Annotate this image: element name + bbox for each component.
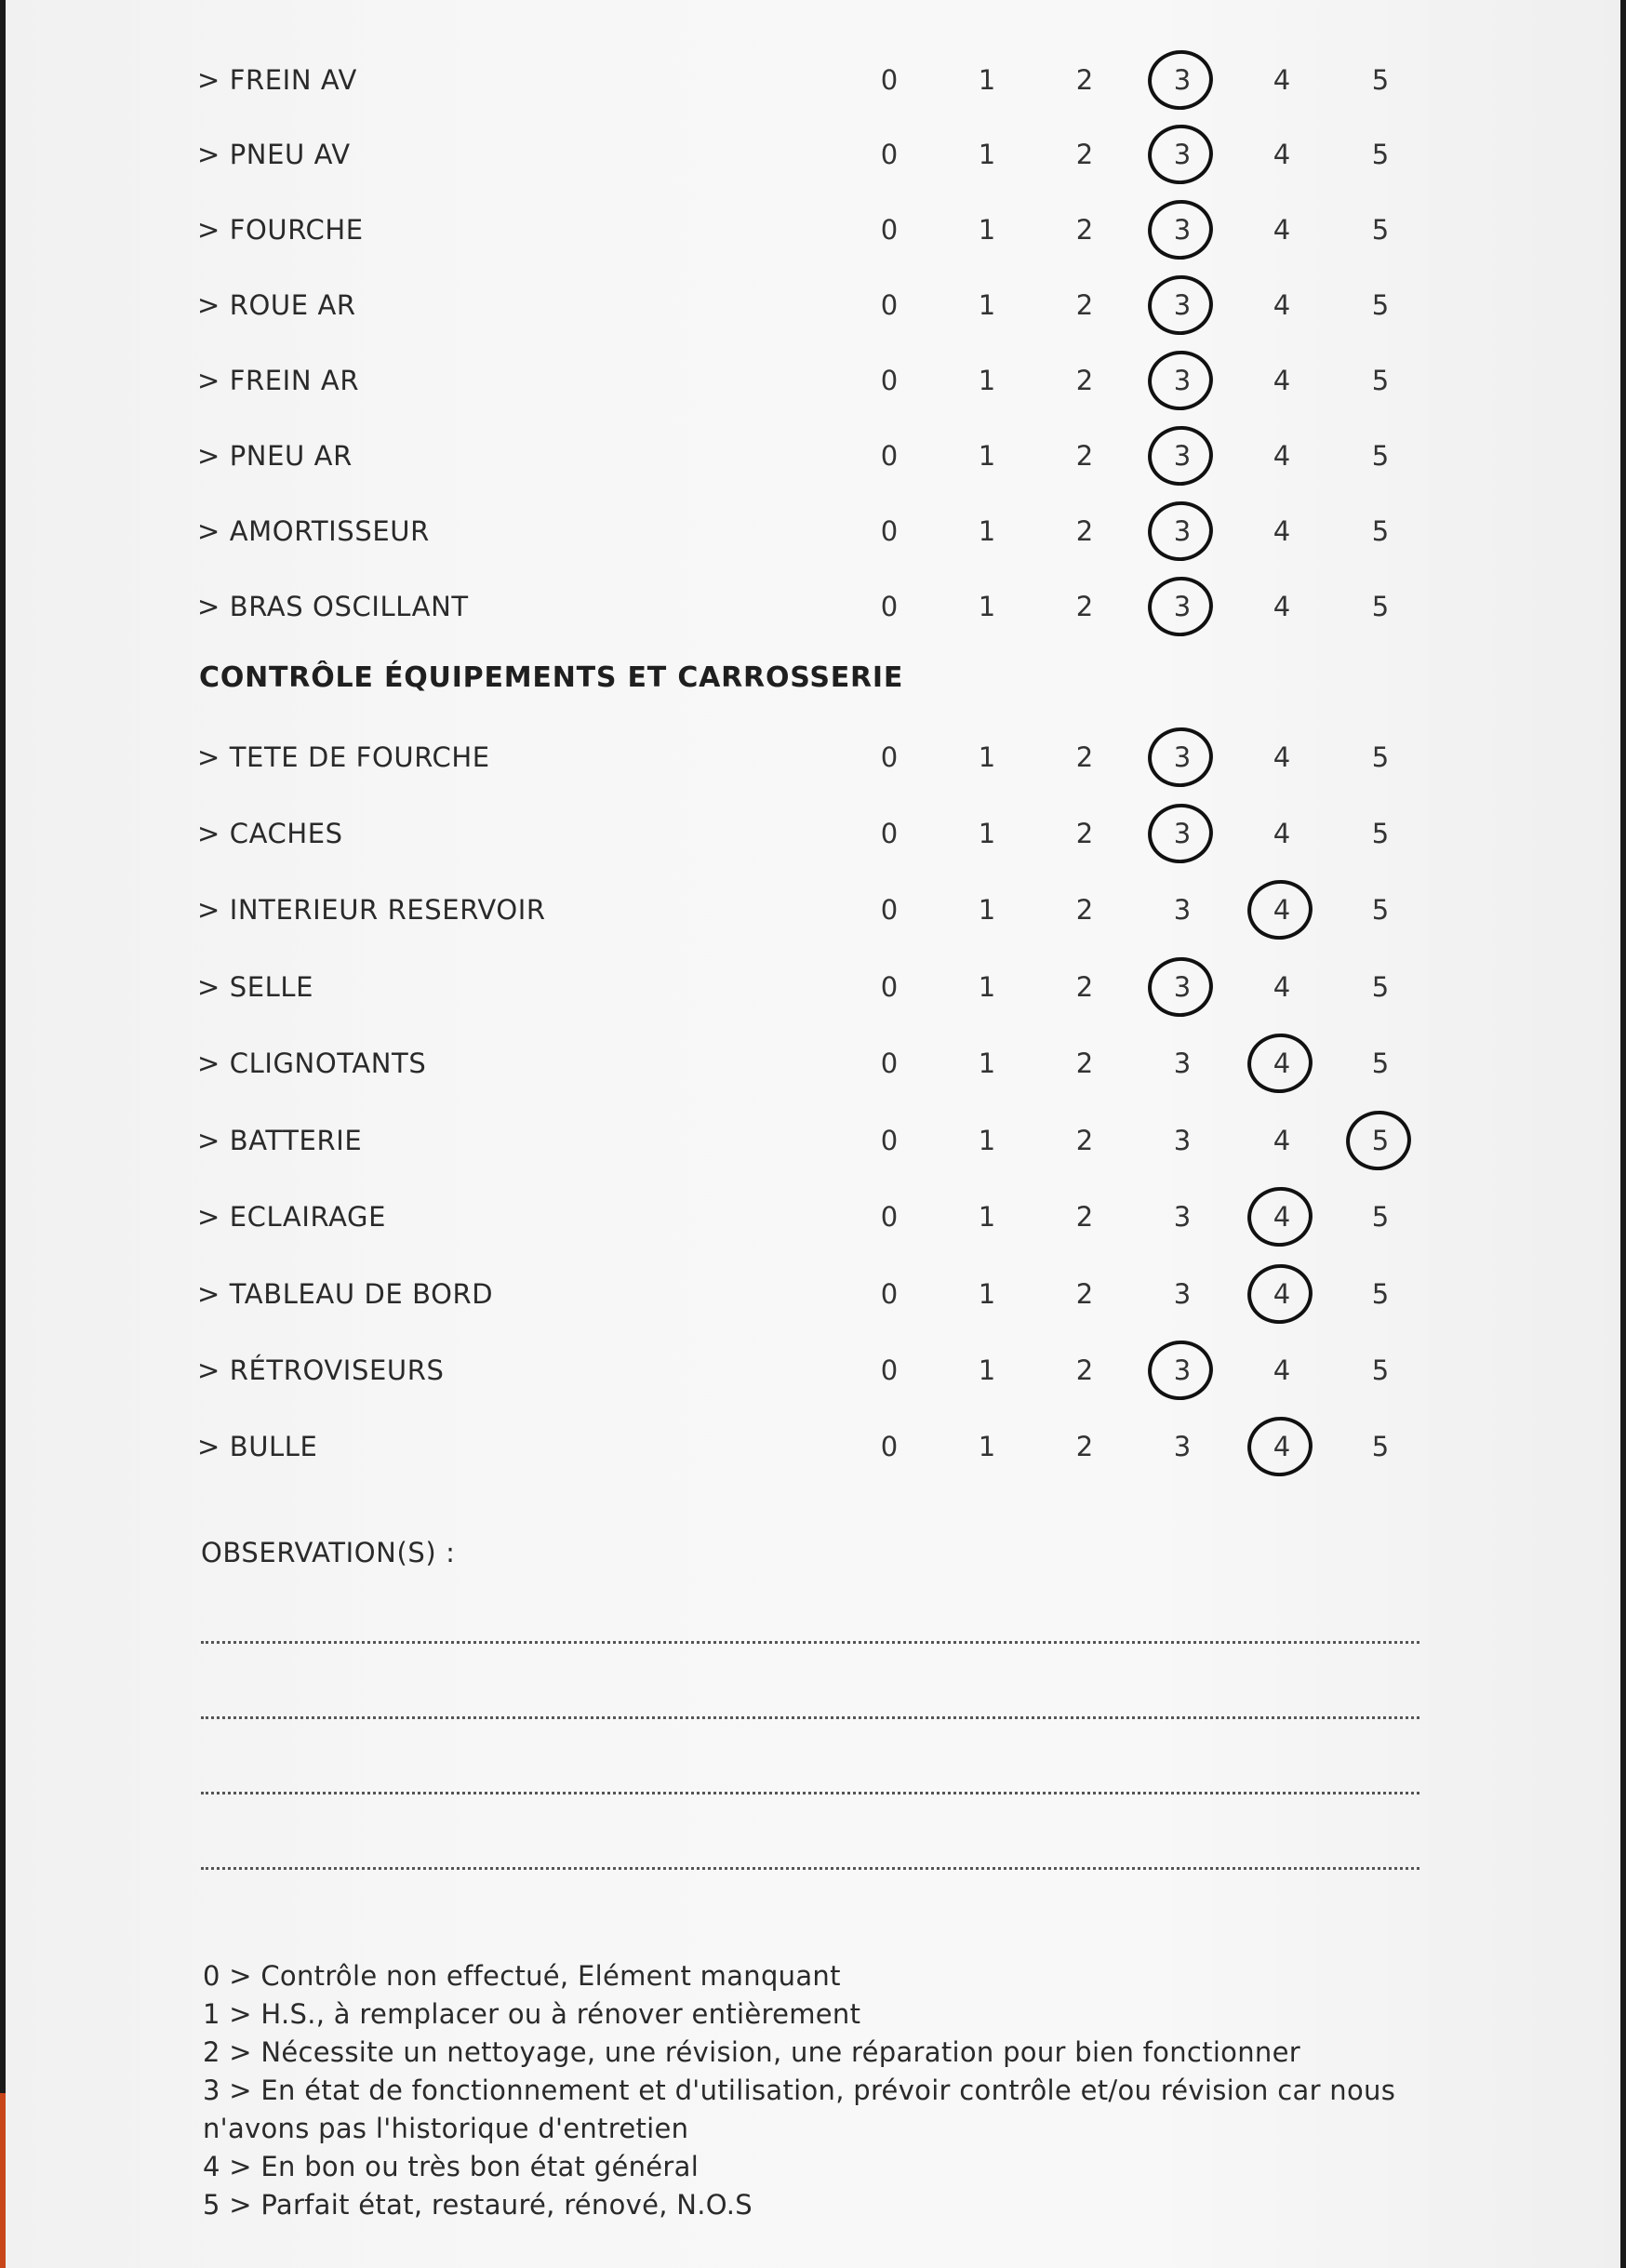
score-option-3[interactable]: 3	[1159, 1342, 1206, 1398]
score-option-4[interactable]: 4	[1273, 515, 1291, 547]
score-option-5[interactable]: 5	[1371, 1201, 1390, 1233]
score-option-4[interactable]: 4	[1259, 1266, 1305, 1322]
selected-score-circle	[1144, 799, 1217, 867]
checklist-item-label: > BATTERIE	[197, 1125, 363, 1156]
checklist-row	[6, 428, 1620, 484]
score-option-4[interactable]: 4	[1273, 1125, 1291, 1156]
score-option-2[interactable]: 2	[1075, 214, 1094, 246]
selected-score-circle	[1144, 271, 1217, 339]
checklist-row	[6, 1035, 1620, 1091]
legend-item-5: 5 > Parfait état, restauré, rénové, N.O.S	[203, 2189, 753, 2221]
score-option-5[interactable]: 5	[1371, 741, 1390, 773]
score-option-1[interactable]: 1	[978, 515, 996, 547]
score-option-2[interactable]: 2	[1075, 591, 1094, 622]
score-option-2[interactable]: 2	[1075, 1354, 1094, 1386]
score-option-5[interactable]: 5	[1371, 1278, 1390, 1310]
observation-line-3[interactable]	[201, 1792, 1419, 1794]
score-option-1[interactable]: 1	[978, 741, 996, 773]
score-option-3[interactable]: 3	[1159, 428, 1206, 484]
score-option-4[interactable]: 4	[1273, 741, 1291, 773]
score-option-5[interactable]: 5	[1371, 591, 1390, 622]
score-option-0[interactable]: 0	[880, 139, 899, 170]
selected-score-circle	[1244, 1029, 1316, 1097]
selected-score-circle	[1144, 1336, 1217, 1404]
score-option-0[interactable]: 0	[880, 1354, 899, 1386]
checklist-item-label: > TABLEAU DE BORD	[197, 1278, 494, 1310]
score-option-5[interactable]: 5	[1371, 139, 1390, 170]
checklist-row	[6, 1342, 1620, 1398]
score-option-3[interactable]: 3	[1159, 52, 1206, 108]
score-option-4[interactable]: 4	[1259, 1419, 1305, 1474]
score-option-3[interactable]: 3	[1159, 202, 1206, 258]
score-option-4[interactable]: 4	[1273, 440, 1291, 472]
checklist-row	[6, 1266, 1620, 1322]
checklist-row	[6, 806, 1620, 861]
score-option-0[interactable]: 0	[880, 894, 899, 926]
score-option-0[interactable]: 0	[880, 289, 899, 321]
score-option-5[interactable]: 5	[1371, 289, 1390, 321]
selected-score-circle	[1144, 346, 1217, 414]
score-option-5[interactable]: 5	[1371, 971, 1390, 1003]
score-option-2[interactable]: 2	[1075, 289, 1094, 321]
selected-score-circle	[1144, 195, 1217, 263]
score-option-0[interactable]: 0	[880, 1201, 899, 1233]
checklist-item-label: > PNEU AV	[197, 139, 351, 170]
score-option-2[interactable]: 2	[1075, 1201, 1094, 1233]
score-option-4[interactable]: 4	[1273, 1354, 1291, 1386]
score-option-1[interactable]: 1	[978, 1278, 996, 1310]
score-option-0[interactable]: 0	[880, 365, 899, 396]
score-option-1[interactable]: 1	[978, 1431, 996, 1462]
legend-item-0: 0 > Contrôle non effectué, Elément manquant	[203, 1960, 841, 1992]
score-option-2[interactable]: 2	[1075, 894, 1094, 926]
selected-score-circle	[1144, 497, 1217, 565]
score-option-3[interactable]: 3	[1173, 1047, 1192, 1079]
legend-item-3: 3 > En état de fonctionnement et d'utilisation, prévoir contrôle et/ou révision car nous n'avons pas l'historique d'entretien	[203, 2075, 1396, 2144]
legend-item-1: 1 > H.S., à remplacer ou à rénover entièrement	[203, 1998, 861, 2030]
score-option-3[interactable]: 3	[1159, 959, 1206, 1015]
score-option-4[interactable]: 4	[1273, 64, 1291, 96]
score-option-3[interactable]: 3	[1159, 277, 1206, 333]
score-option-2[interactable]: 2	[1075, 440, 1094, 472]
score-option-3[interactable]: 3	[1159, 579, 1206, 634]
score-option-0[interactable]: 0	[880, 515, 899, 547]
checklist-row	[6, 579, 1620, 634]
score-option-5[interactable]: 5	[1371, 1431, 1390, 1462]
selected-score-circle	[1144, 120, 1217, 188]
observation-line-1[interactable]	[201, 1641, 1419, 1644]
score-option-0[interactable]: 0	[880, 1125, 899, 1156]
inspection-sheet	[6, 0, 1620, 2268]
score-option-0[interactable]: 0	[880, 591, 899, 622]
score-option-0[interactable]: 0	[880, 1047, 899, 1079]
score-option-0[interactable]: 0	[880, 440, 899, 472]
selected-score-circle	[1342, 1106, 1415, 1174]
selected-score-circle	[1244, 1182, 1316, 1250]
selected-score-circle	[1144, 723, 1217, 791]
score-option-4[interactable]: 4	[1259, 882, 1305, 938]
score-option-2[interactable]: 2	[1075, 1278, 1094, 1310]
score-option-2[interactable]: 2	[1075, 1047, 1094, 1079]
score-option-3[interactable]: 3	[1159, 729, 1206, 785]
score-option-4[interactable]: 4	[1273, 139, 1291, 170]
score-option-0[interactable]: 0	[880, 971, 899, 1003]
score-option-0[interactable]: 0	[880, 1431, 899, 1462]
score-option-4[interactable]: 4	[1273, 591, 1291, 622]
score-option-1[interactable]: 1	[978, 1201, 996, 1233]
observation-line-2[interactable]	[201, 1716, 1419, 1719]
legend-item-4: 4 > En bon ou très bon état général	[203, 2151, 700, 2182]
score-option-3[interactable]: 3	[1173, 1125, 1192, 1156]
legend-item-2: 2 > Nécessite un nettoyage, une révision, une réparation pour bien fonctionner	[203, 2036, 1300, 2068]
score-option-0[interactable]: 0	[880, 64, 899, 96]
checklist-item-label: > CACHES	[197, 818, 343, 849]
checklist-row	[6, 277, 1620, 333]
rating-legend	[203, 1957, 1449, 2224]
score-option-1[interactable]: 1	[978, 894, 996, 926]
selected-score-circle	[1144, 46, 1217, 113]
score-option-0[interactable]: 0	[880, 818, 899, 849]
section-title-equipment: CONTRÔLE ÉQUIPEMENTS ET CARROSSERIE	[199, 661, 904, 694]
score-option-5[interactable]: 5	[1371, 365, 1390, 396]
score-option-3[interactable]: 3	[1159, 353, 1206, 408]
score-option-3[interactable]: 3	[1159, 503, 1206, 559]
checklist-item-label: > ROUE AR	[197, 289, 356, 321]
selected-score-circle	[1244, 1260, 1316, 1327]
checklist-row	[6, 503, 1620, 559]
score-option-5[interactable]: 5	[1371, 64, 1390, 96]
score-option-5[interactable]: 5	[1357, 1113, 1404, 1168]
checklist-item-label: > FOURCHE	[197, 214, 364, 246]
score-option-2[interactable]: 2	[1075, 139, 1094, 170]
score-option-3[interactable]: 3	[1173, 894, 1192, 926]
checklist-row	[6, 882, 1620, 938]
score-option-0[interactable]: 0	[880, 741, 899, 773]
checklist-item-label: > BULLE	[197, 1431, 318, 1462]
score-option-5[interactable]: 5	[1371, 1354, 1390, 1386]
score-option-1[interactable]: 1	[978, 64, 996, 96]
score-option-5[interactable]: 5	[1371, 515, 1390, 547]
score-option-2[interactable]: 2	[1075, 818, 1094, 849]
score-option-3[interactable]: 3	[1159, 127, 1206, 182]
checklist-row	[6, 202, 1620, 258]
score-option-1[interactable]: 1	[978, 365, 996, 396]
score-option-2[interactable]: 2	[1075, 741, 1094, 773]
checklist-row	[6, 1419, 1620, 1474]
score-option-4[interactable]: 4	[1273, 289, 1291, 321]
checklist-item-label: > BRAS OSCILLANT	[197, 591, 469, 622]
score-option-3[interactable]: 3	[1173, 1431, 1192, 1462]
checklist-item-label: > CLIGNOTANTS	[197, 1047, 427, 1079]
score-option-1[interactable]: 1	[978, 591, 996, 622]
score-option-0[interactable]: 0	[880, 214, 899, 246]
checklist-item-label: > AMORTISSEUR	[197, 515, 430, 547]
checklist-item-label: > PNEU AR	[197, 440, 353, 472]
observation-line-4[interactable]	[201, 1867, 1419, 1870]
score-option-5[interactable]: 5	[1371, 1047, 1390, 1079]
score-option-1[interactable]: 1	[978, 214, 996, 246]
selected-score-circle	[1144, 572, 1217, 640]
score-option-2[interactable]: 2	[1075, 515, 1094, 547]
score-option-0[interactable]: 0	[880, 1278, 899, 1310]
checklist-row	[6, 127, 1620, 182]
score-option-1[interactable]: 1	[978, 1125, 996, 1156]
score-option-1[interactable]: 1	[978, 440, 996, 472]
checklist-item-label: > TETE DE FOURCHE	[197, 741, 490, 773]
selected-score-circle	[1244, 875, 1316, 943]
score-option-4[interactable]: 4	[1259, 1035, 1305, 1091]
score-option-4[interactable]: 4	[1273, 365, 1291, 396]
checklist-item-label: > RÉTROVISEURS	[197, 1354, 445, 1386]
score-option-5[interactable]: 5	[1371, 818, 1390, 849]
score-option-1[interactable]: 1	[978, 139, 996, 170]
score-option-2[interactable]: 2	[1075, 365, 1094, 396]
score-option-5[interactable]: 5	[1371, 440, 1390, 472]
selected-score-circle	[1244, 1412, 1316, 1480]
checklist-row	[6, 1113, 1620, 1168]
score-option-3[interactable]: 3	[1173, 1201, 1192, 1233]
checklist-row	[6, 959, 1620, 1015]
score-option-2[interactable]: 2	[1075, 1125, 1094, 1156]
score-option-1[interactable]: 1	[978, 818, 996, 849]
score-option-3[interactable]: 3	[1173, 1278, 1192, 1310]
checklist-row	[6, 353, 1620, 408]
checklist-row	[6, 1189, 1620, 1245]
score-option-3[interactable]: 3	[1159, 806, 1206, 861]
score-option-2[interactable]: 2	[1075, 971, 1094, 1003]
score-option-2[interactable]: 2	[1075, 64, 1094, 96]
score-option-4[interactable]: 4	[1273, 971, 1291, 1003]
checklist-item-label: > FREIN AR	[197, 365, 360, 396]
score-option-1[interactable]: 1	[978, 1354, 996, 1386]
score-option-1[interactable]: 1	[978, 971, 996, 1003]
selected-score-circle	[1144, 953, 1217, 1021]
checklist-row	[6, 52, 1620, 108]
score-option-2[interactable]: 2	[1075, 1431, 1094, 1462]
score-option-5[interactable]: 5	[1371, 214, 1390, 246]
score-option-1[interactable]: 1	[978, 289, 996, 321]
score-option-4[interactable]: 4	[1273, 818, 1291, 849]
selected-score-circle	[1144, 421, 1217, 489]
observations-label: OBSERVATION(S) :	[201, 1537, 456, 1568]
checklist-row	[6, 729, 1620, 785]
checklist-item-label: > SELLE	[197, 971, 314, 1003]
score-option-4[interactable]: 4	[1273, 214, 1291, 246]
checklist-item-label: > ECLAIRAGE	[197, 1201, 387, 1233]
checklist-item-label: > INTERIEUR RESERVOIR	[197, 894, 546, 926]
score-option-5[interactable]: 5	[1371, 894, 1390, 926]
checklist-item-label: > FREIN AV	[197, 64, 357, 96]
score-option-4[interactable]: 4	[1259, 1189, 1305, 1245]
score-option-1[interactable]: 1	[978, 1047, 996, 1079]
